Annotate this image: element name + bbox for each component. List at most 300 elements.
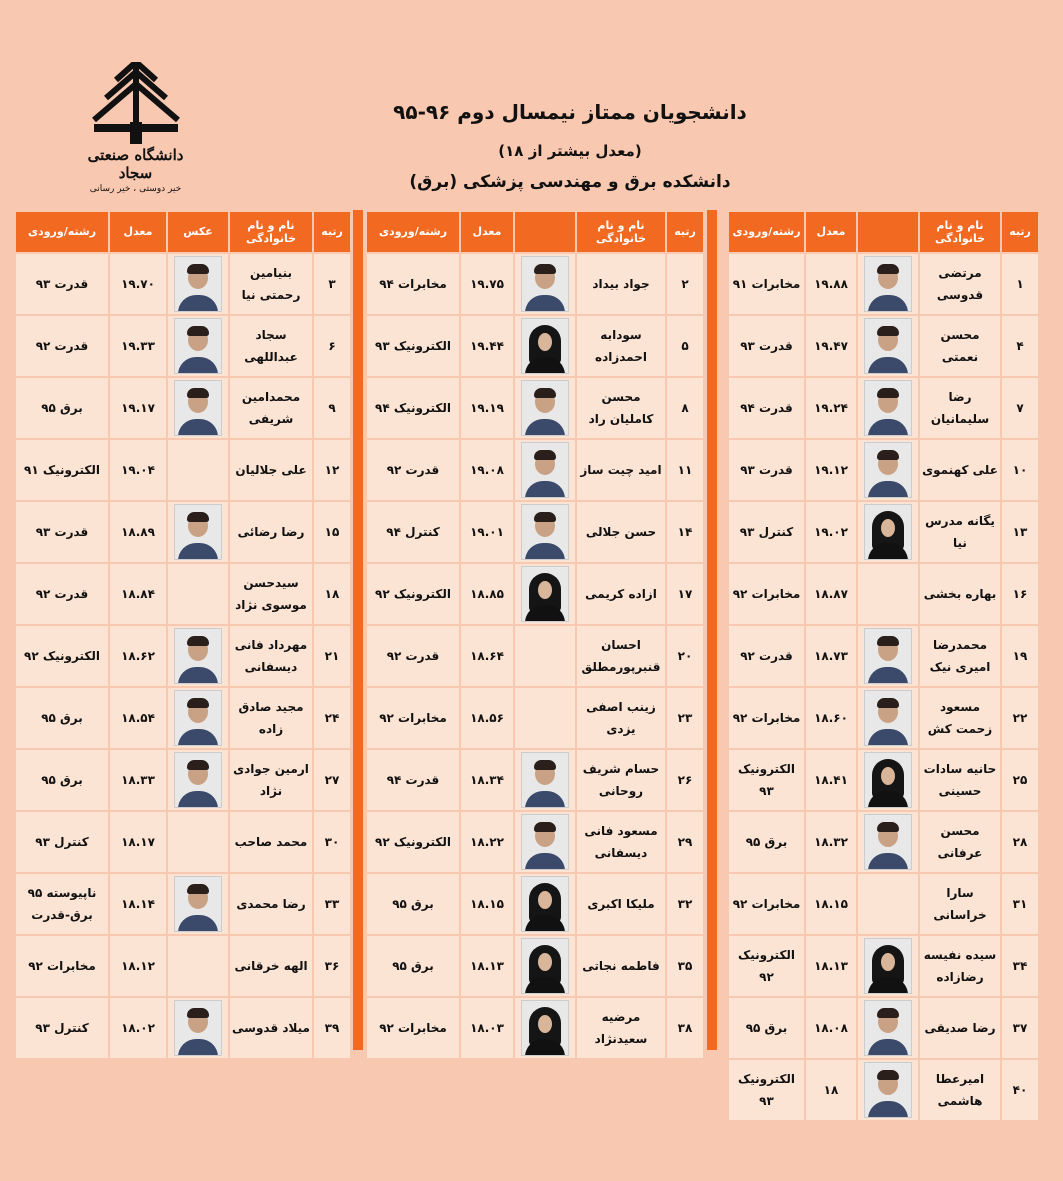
student-gpa: ۱۹.۱۲ <box>806 440 856 500</box>
student-name: علی جلالیان <box>230 440 312 500</box>
student-rank: ۳۸ <box>667 998 703 1058</box>
student-rank: ۴۰ <box>1002 1060 1038 1120</box>
student-photo-cell <box>168 936 228 996</box>
student-field: الکترونیک ۹۱ <box>16 440 108 500</box>
student-rank: ۲۴ <box>314 688 350 748</box>
student-gpa: ۱۸.۵۶ <box>461 688 513 748</box>
student-rank: ۳۵ <box>667 936 703 996</box>
student-gpa: ۱۹.۰۱ <box>461 502 513 562</box>
student-gpa: ۱۸.۱۵ <box>806 874 856 934</box>
student-field: برق ۹۵ <box>729 998 804 1058</box>
student-gpa: ۱۹.۰۲ <box>806 502 856 562</box>
student-photo-cell <box>858 998 918 1058</box>
student-rank: ۱۹ <box>1002 626 1038 686</box>
student-photo <box>864 504 912 560</box>
student-photo <box>864 318 912 374</box>
student-photo <box>864 938 912 994</box>
student-rank: ۱۷ <box>667 564 703 624</box>
student-field: قدرت ۹۲ <box>729 626 804 686</box>
student-photo-cell <box>515 936 575 996</box>
student-name: رضا رضائی <box>230 502 312 562</box>
student-photo-cell <box>515 316 575 376</box>
student-photo-cell <box>858 316 918 376</box>
student-rank: ۳۲ <box>667 874 703 934</box>
student-field: برق ۹۵ <box>367 874 459 934</box>
student-field: قدرت ۹۲ <box>16 564 108 624</box>
student-rank: ۳۷ <box>1002 998 1038 1058</box>
student-photo-cell <box>858 626 918 686</box>
student-photo-cell <box>858 440 918 500</box>
page-title: دانشجویان ممتاز نیمسال دوم ۹۶-۹۵ <box>393 100 747 124</box>
student-name: مسعود زحمت کش <box>920 688 1000 748</box>
page-subtitle: (معدل بیشتر از ۱۸) <box>498 142 642 160</box>
student-name: ملیکا اکبری <box>577 874 665 934</box>
student-name: مجید صادق زاده <box>230 688 312 748</box>
student-name: بنیامین رحمتی نیا <box>230 254 312 314</box>
student-photo-cell <box>515 750 575 810</box>
student-field: قدرت ۹۳ <box>16 254 108 314</box>
student-photo-cell <box>858 564 918 624</box>
student-gpa: ۱۹.۱۹ <box>461 378 513 438</box>
header-photo <box>515 212 575 252</box>
student-field: قدرت ۹۲ <box>367 440 459 500</box>
student-name: محمد صاحب <box>230 812 312 872</box>
student-photo-cell <box>168 998 228 1058</box>
student-rank: ۳۳ <box>314 874 350 934</box>
student-field: برق ۹۵ <box>16 378 108 438</box>
table-header-row <box>729 212 1038 252</box>
student-rank: ۲۱ <box>314 626 350 686</box>
student-photo <box>174 318 222 374</box>
student-photo-cell <box>858 254 918 314</box>
student-field: مخابرات ۹۲ <box>16 936 108 996</box>
faculty-name: دانشکده برق و مهندسی پزشکی (برق) <box>409 172 731 192</box>
student-gpa: ۱۸.۳۴ <box>461 750 513 810</box>
student-name: محسن کاملیان راد <box>577 378 665 438</box>
student-photo-cell <box>515 440 575 500</box>
student-name: سجاد عبداللهی <box>230 316 312 376</box>
table-row <box>729 688 1038 748</box>
student-photo <box>864 442 912 498</box>
table-row <box>16 626 350 686</box>
student-name: سیده نفیسه رضازاده <box>920 936 1000 996</box>
student-photo <box>174 690 222 746</box>
student-photo-cell <box>168 626 228 686</box>
student-photo-cell <box>858 874 918 934</box>
table-row <box>16 564 350 624</box>
table-row <box>729 936 1038 996</box>
student-name: سیدحسن موسوی نژاد <box>230 564 312 624</box>
header-rank: رتبه <box>667 212 703 252</box>
student-field: کنترل ۹۳ <box>729 502 804 562</box>
header-field: رشته/ورودی <box>367 212 459 252</box>
table-row <box>367 378 703 438</box>
table-row <box>729 626 1038 686</box>
student-name: سارا خراسانی <box>920 874 1000 934</box>
student-gpa: ۱۸.۱۲ <box>110 936 166 996</box>
student-photo-cell <box>858 936 918 996</box>
header-field: رشته/ورودی <box>16 212 108 252</box>
student-field: قدرت ۹۳ <box>16 502 108 562</box>
student-rank: ۲۸ <box>1002 812 1038 872</box>
student-rank: ۲۳ <box>667 688 703 748</box>
student-photo <box>864 1000 912 1056</box>
student-gpa: ۱۸.۲۲ <box>461 812 513 872</box>
header-name: نام و نام خانوادگی <box>577 212 665 252</box>
student-photo <box>521 318 569 374</box>
table-row <box>16 936 350 996</box>
student-field: قدرت ۹۳ <box>729 440 804 500</box>
table-row <box>729 874 1038 934</box>
student-photo <box>174 628 222 684</box>
student-photo-cell <box>515 564 575 624</box>
student-photo <box>864 814 912 870</box>
student-photo <box>521 876 569 932</box>
student-name: سودابه احمدزاده <box>577 316 665 376</box>
student-field: برق ۹۵ <box>729 812 804 872</box>
student-field: الکترونیک ۹۴ <box>367 378 459 438</box>
student-field: الکترونیک ۹۳ <box>729 750 804 810</box>
student-name: رضا محمدی <box>230 874 312 934</box>
student-gpa: ۱۸.۳۳ <box>110 750 166 810</box>
student-rank: ۱۰ <box>1002 440 1038 500</box>
student-field: قدرت ۹۳ <box>729 316 804 376</box>
university-logo <box>78 62 193 202</box>
table-row <box>729 502 1038 562</box>
student-photo-cell <box>515 378 575 438</box>
table-row <box>367 254 703 314</box>
student-rank: ۲۰ <box>667 626 703 686</box>
student-photo-cell <box>515 502 575 562</box>
student-rank: ۱۳ <box>1002 502 1038 562</box>
table-row <box>16 812 350 872</box>
student-photo-cell <box>858 750 918 810</box>
students-table-1 <box>727 210 1040 1122</box>
table-header-row <box>367 212 703 252</box>
student-field: مخابرات ۹۲ <box>367 688 459 748</box>
student-rank: ۱ <box>1002 254 1038 314</box>
student-rank: ۲۶ <box>667 750 703 810</box>
table-row <box>729 254 1038 314</box>
column-divider <box>707 210 717 1050</box>
table-row <box>367 812 703 872</box>
student-field: مخابرات ۹۲ <box>729 688 804 748</box>
student-name: محمدرضا امیری نیک <box>920 626 1000 686</box>
student-field: الکترونیک ۹۳ <box>729 1060 804 1120</box>
student-rank: ۳۹ <box>314 998 350 1058</box>
student-name: میلاد قدوسی <box>230 998 312 1058</box>
table-row <box>16 316 350 376</box>
student-photo <box>864 628 912 684</box>
student-gpa: ۱۸.۸۵ <box>461 564 513 624</box>
table-header-row <box>16 212 350 252</box>
student-photo <box>174 1000 222 1056</box>
student-field: برق ۹۵ <box>16 688 108 748</box>
table-row <box>729 812 1038 872</box>
student-gpa: ۱۸.۸۴ <box>110 564 166 624</box>
student-photo-cell <box>515 688 575 748</box>
student-gpa: ۱۸.۷۳ <box>806 626 856 686</box>
student-name: رضا سلیمانیان <box>920 378 1000 438</box>
table-row <box>367 998 703 1058</box>
student-field: الکترونیک ۹۲ <box>367 564 459 624</box>
student-gpa: ۱۸.۱۷ <box>110 812 166 872</box>
student-field: الکترونیک ۹۲ <box>729 936 804 996</box>
student-photo-cell <box>168 254 228 314</box>
student-photo-cell <box>168 874 228 934</box>
student-photo-cell <box>858 688 918 748</box>
student-rank: ۱۲ <box>314 440 350 500</box>
header-photo <box>858 212 918 252</box>
student-photo <box>521 256 569 312</box>
student-gpa: ۱۸.۰۳ <box>461 998 513 1058</box>
student-name: ارمین جوادی نژاد <box>230 750 312 810</box>
student-photo <box>864 1062 912 1118</box>
student-gpa: ۱۸.۱۵ <box>461 874 513 934</box>
student-rank: ۳۰ <box>314 812 350 872</box>
student-field: الکترونیک ۹۲ <box>367 812 459 872</box>
header-rank: رتبه <box>1002 212 1038 252</box>
student-photo <box>864 380 912 436</box>
table-row <box>367 936 703 996</box>
student-rank: ۴ <box>1002 316 1038 376</box>
student-photo <box>864 256 912 312</box>
student-gpa: ۱۹.۴۷ <box>806 316 856 376</box>
student-photo <box>174 380 222 436</box>
student-photo-cell <box>858 1060 918 1120</box>
header-gpa: معدل <box>461 212 513 252</box>
table-row <box>367 440 703 500</box>
student-gpa: ۱۸.۳۲ <box>806 812 856 872</box>
student-rank: ۲۷ <box>314 750 350 810</box>
student-photo <box>174 504 222 560</box>
student-rank: ۲۲ <box>1002 688 1038 748</box>
student-photo <box>174 752 222 808</box>
table-row <box>367 564 703 624</box>
student-rank: ۳۴ <box>1002 936 1038 996</box>
student-photo-cell <box>168 750 228 810</box>
student-name: علی کهنموی <box>920 440 1000 500</box>
student-rank: ۶ <box>314 316 350 376</box>
column-divider <box>353 210 363 1050</box>
table-row <box>367 316 703 376</box>
table-row <box>16 998 350 1058</box>
student-field: مخابرات ۹۱ <box>729 254 804 314</box>
header-name: نام و نام خانوادگی <box>230 212 312 252</box>
student-gpa: ۱۸.۸۷ <box>806 564 856 624</box>
student-rank: ۱۱ <box>667 440 703 500</box>
student-rank: ۳۶ <box>314 936 350 996</box>
header-name: نام و نام خانوادگی <box>920 212 1000 252</box>
student-field: کنترل ۹۳ <box>16 812 108 872</box>
student-name: حانیه سادات حسینی <box>920 750 1000 810</box>
student-rank: ۸ <box>667 378 703 438</box>
table-row <box>367 750 703 810</box>
table-row <box>729 378 1038 438</box>
student-name: جواد بیداد <box>577 254 665 314</box>
student-gpa: ۱۹.۷۵ <box>461 254 513 314</box>
table-row <box>16 750 350 810</box>
table-row <box>367 688 703 748</box>
student-name: محسن عرفانی <box>920 812 1000 872</box>
student-photo-cell <box>858 502 918 562</box>
student-rank: ۳۱ <box>1002 874 1038 934</box>
student-field: قدرت ۹۴ <box>367 750 459 810</box>
student-name: احسان قنبرپورمطلق <box>577 626 665 686</box>
student-rank: ۲ <box>667 254 703 314</box>
student-gpa: ۱۸.۱۴ <box>110 874 166 934</box>
student-gpa: ۱۹.۲۴ <box>806 378 856 438</box>
header-photo: عکس <box>168 212 228 252</box>
table-row <box>729 316 1038 376</box>
student-photo <box>521 504 569 560</box>
table-row <box>729 998 1038 1058</box>
student-gpa: ۱۸.۱۳ <box>461 936 513 996</box>
table-row <box>16 688 350 748</box>
student-gpa: ۱۹.۱۷ <box>110 378 166 438</box>
student-photo <box>521 814 569 870</box>
student-photo <box>521 442 569 498</box>
student-photo-cell <box>515 812 575 872</box>
header-field: رشته/ورودی <box>729 212 804 252</box>
student-photo-cell <box>515 998 575 1058</box>
student-photo-cell <box>858 812 918 872</box>
student-photo <box>864 752 912 808</box>
student-name: مهرداد فانی دیسفانی <box>230 626 312 686</box>
student-photo-cell <box>168 564 228 624</box>
student-gpa: ۱۸.۰۲ <box>110 998 166 1058</box>
table-row <box>367 626 703 686</box>
table-row <box>16 874 350 934</box>
university-name: دانشگاه صنعتی سجاد <box>87 146 184 182</box>
table-row <box>729 440 1038 500</box>
student-photo-cell <box>168 378 228 438</box>
student-gpa: ۱۹.۴۴ <box>461 316 513 376</box>
table-row <box>367 502 703 562</box>
student-field: قدرت ۹۴ <box>729 378 804 438</box>
student-gpa: ۱۸.۱۳ <box>806 936 856 996</box>
student-photo-cell <box>168 688 228 748</box>
student-name: محمدامین شریفی <box>230 378 312 438</box>
student-name: امید چیت ساز <box>577 440 665 500</box>
student-gpa: ۱۸.۶۴ <box>461 626 513 686</box>
student-gpa: ۱۸.۵۴ <box>110 688 166 748</box>
student-rank: ۷ <box>1002 378 1038 438</box>
student-rank: ۱۸ <box>314 564 350 624</box>
student-photo-cell <box>858 378 918 438</box>
student-name: بهاره بخشی <box>920 564 1000 624</box>
student-name: زینب اصفی یزدی <box>577 688 665 748</box>
student-rank: ۲۹ <box>667 812 703 872</box>
student-name: رضا صدیقی <box>920 998 1000 1058</box>
student-gpa: ۱۸.۶۰ <box>806 688 856 748</box>
student-field: ناپیوسته ۹۵ برق-قدرت <box>16 874 108 934</box>
student-gpa: ۱۸ <box>806 1060 856 1120</box>
table-row <box>729 750 1038 810</box>
student-rank: ۱۴ <box>667 502 703 562</box>
table-row <box>16 440 350 500</box>
student-rank: ۱۶ <box>1002 564 1038 624</box>
student-photo <box>174 256 222 312</box>
table-row <box>729 564 1038 624</box>
student-name: مسعود فانی دیسفانی <box>577 812 665 872</box>
logo-emblem-icon <box>86 62 186 144</box>
students-table-2 <box>365 210 705 1060</box>
student-name: مرتضی قدوسی <box>920 254 1000 314</box>
student-field: مخابرات ۹۲ <box>729 564 804 624</box>
table-row <box>16 502 350 562</box>
students-table-3 <box>14 210 352 1060</box>
student-photo <box>864 690 912 746</box>
student-name: حسن جلالی <box>577 502 665 562</box>
student-rank: ۲۵ <box>1002 750 1038 810</box>
table-row <box>16 254 350 314</box>
student-gpa: ۱۹.۸۸ <box>806 254 856 314</box>
student-photo <box>521 938 569 994</box>
student-field: مخابرات ۹۲ <box>367 998 459 1058</box>
student-field: برق ۹۵ <box>367 936 459 996</box>
student-name: ازاده کریمی <box>577 564 665 624</box>
student-field: کنترل ۹۴ <box>367 502 459 562</box>
student-rank: ۵ <box>667 316 703 376</box>
student-photo-cell <box>515 626 575 686</box>
table-row <box>367 874 703 934</box>
student-field: برق ۹۵ <box>16 750 108 810</box>
student-name: مرضیه سعیدنژاد <box>577 998 665 1058</box>
student-photo-cell <box>168 316 228 376</box>
student-field: الکترونیک ۹۲ <box>16 626 108 686</box>
student-photo <box>174 876 222 932</box>
student-rank: ۹ <box>314 378 350 438</box>
header-gpa: معدل <box>806 212 856 252</box>
university-motto: خیر دوستی ، خیر رسانی <box>89 184 182 194</box>
header-gpa: معدل <box>110 212 166 252</box>
student-rank: ۱۵ <box>314 502 350 562</box>
student-field: مخابرات ۹۴ <box>367 254 459 314</box>
student-name: حسام شریف روحانی <box>577 750 665 810</box>
student-field: مخابرات ۹۲ <box>729 874 804 934</box>
student-rank: ۳ <box>314 254 350 314</box>
student-photo-cell <box>515 874 575 934</box>
student-photo <box>521 380 569 436</box>
student-gpa: ۱۹.۷۰ <box>110 254 166 314</box>
student-photo <box>521 1000 569 1056</box>
student-photo <box>521 752 569 808</box>
student-gpa: ۱۹.۰۸ <box>461 440 513 500</box>
student-photo-cell <box>168 440 228 500</box>
student-gpa: ۱۸.۴۱ <box>806 750 856 810</box>
table-row <box>729 1060 1038 1120</box>
student-name: امیرعطا هاشمی <box>920 1060 1000 1120</box>
header-rank: رتبه <box>314 212 350 252</box>
student-field: قدرت ۹۲ <box>16 316 108 376</box>
student-photo-cell <box>168 502 228 562</box>
student-field: کنترل ۹۳ <box>16 998 108 1058</box>
student-photo-cell <box>168 812 228 872</box>
student-photo-cell <box>515 254 575 314</box>
student-name: فاطمه نجاتی <box>577 936 665 996</box>
student-name: محسن نعمتی <box>920 316 1000 376</box>
student-gpa: ۱۹.۳۳ <box>110 316 166 376</box>
student-gpa: ۱۸.۶۲ <box>110 626 166 686</box>
student-gpa: ۱۸.۸۹ <box>110 502 166 562</box>
student-gpa: ۱۸.۰۸ <box>806 998 856 1058</box>
student-name: الهه خرقانی <box>230 936 312 996</box>
student-field: قدرت ۹۲ <box>367 626 459 686</box>
student-field: الکترونیک ۹۳ <box>367 316 459 376</box>
student-name: یگانه مدرس نیا <box>920 502 1000 562</box>
student-gpa: ۱۹.۰۴ <box>110 440 166 500</box>
